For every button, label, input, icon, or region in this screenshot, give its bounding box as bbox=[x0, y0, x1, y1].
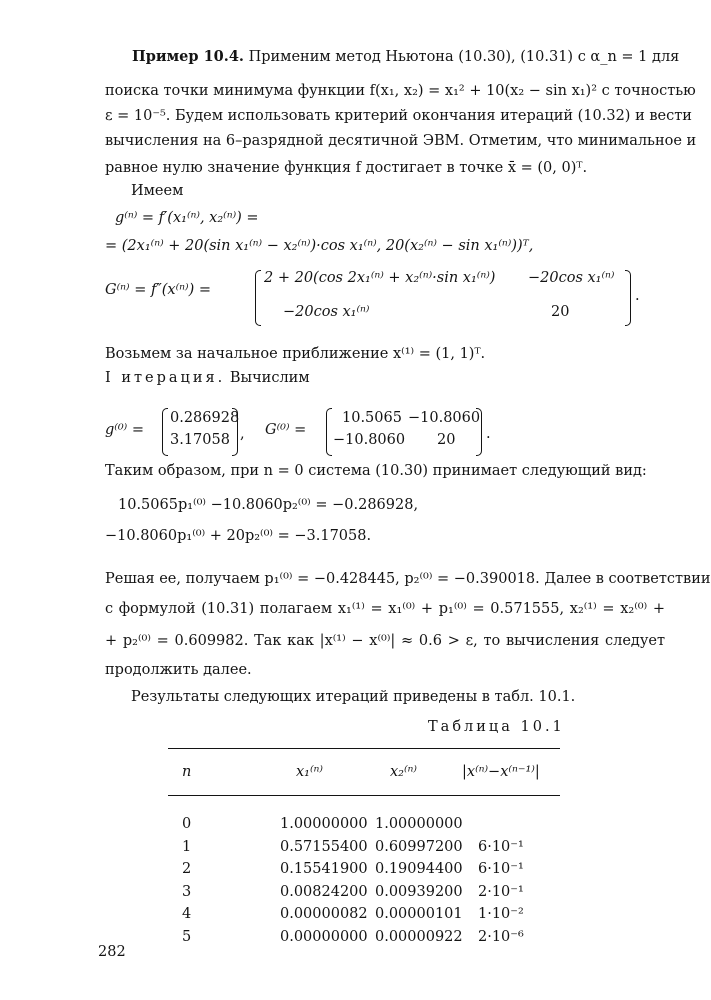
g0-value-1: 0.286928 bbox=[170, 410, 240, 426]
formula-g-def: g⁽ⁿ⁾ = f′(x₁⁽ⁿ⁾, x₂⁽ⁿ⁾) = bbox=[115, 210, 259, 226]
table-cell-n: 5 bbox=[182, 929, 192, 945]
table-top-rule bbox=[168, 748, 560, 749]
table-header-n: n bbox=[182, 764, 192, 780]
table-cell-diff: 6·10⁻¹ bbox=[478, 838, 524, 855]
table-cell-x2: 0.60997200 bbox=[375, 838, 463, 855]
paragraph-line: равное нулю значение функция f достигает в точке x̄ = (0, 0)ᵀ. bbox=[105, 160, 588, 176]
iteration-line bbox=[105, 370, 310, 386]
table-title: Таблица 10.1 bbox=[428, 719, 565, 735]
paragraph-line: с формулой (10.31) полагаем x₁⁽¹⁾ = x₁⁽⁰⁾ + p₁⁽⁰⁾ = 0.571555, x₂⁽¹⁾ = x₂⁽⁰⁾ + bbox=[105, 601, 665, 617]
initial-approx: Возьмем за начальное приближение x⁽¹⁾ = (1, 1)ᵀ. bbox=[105, 346, 486, 362]
paragraph-line: ε = 10⁻⁵. Будем использовать критерий окончания итераций (10.32) и вести bbox=[105, 108, 692, 124]
table-cell-n: 0 bbox=[182, 816, 192, 832]
formula-G-def: G⁽ⁿ⁾ = f″(x⁽ⁿ⁾) = bbox=[105, 282, 211, 298]
system-eq1: 10.5065p₁⁽⁰⁾ −10.8060p₂⁽⁰⁾ = −0.286928, bbox=[118, 497, 419, 513]
table-cell-n: 3 bbox=[182, 883, 192, 900]
table-cell-x2: 0.00000101 bbox=[375, 906, 463, 923]
table-cell-n: 4 bbox=[182, 906, 192, 923]
table-cell-x1: 0.00824200 bbox=[280, 883, 368, 900]
paragraph-line: поиска точки минимума функции f(x₁, x₂) = x₁² + 10(x₂ − sin x₁)² с точностью bbox=[105, 83, 696, 99]
table-cell-n: 2 bbox=[182, 861, 192, 878]
matrix-G-m12: −20cos x₁⁽ⁿ⁾ bbox=[528, 270, 615, 286]
results-text: Результаты следующих итераций приведены в табл. 10.1. bbox=[131, 689, 576, 705]
G0-right-bracket bbox=[476, 408, 482, 456]
table-cell-x2: 0.00000922 bbox=[375, 929, 463, 945]
table-header-x2: x₂⁽ⁿ⁾ bbox=[390, 764, 417, 780]
iteration-text: Вычислим bbox=[229, 370, 310, 386]
G0-a21: −10.8060 bbox=[333, 432, 406, 448]
formula-g-expr: = (2x₁⁽ⁿ⁾ + 20(sin x₁⁽ⁿ⁾ − x₂⁽ⁿ⁾)·cos x₁⁽ⁿ⁾, 20(x₂⁽ⁿ⁾ − sin x₁⁽ⁿ⁾))ᵀ, bbox=[105, 238, 534, 254]
page-number: 282 bbox=[98, 944, 126, 960]
G0-a11: 10.5065 bbox=[342, 410, 402, 426]
g0-comma: , bbox=[240, 426, 245, 442]
table-cell-x1: 0.00000000 bbox=[280, 929, 368, 945]
matrix-G-m11: 2 + 20(cos 2x₁⁽ⁿ⁾ + x₂⁽ⁿ⁾·sin x₁⁽ⁿ⁾) bbox=[264, 270, 496, 286]
table-cell-x1: 0.00000082 bbox=[280, 906, 368, 923]
matrix-left-bracket bbox=[255, 270, 261, 326]
G0-period: . bbox=[486, 426, 491, 442]
table-cell-x1: 1.00000000 bbox=[280, 816, 368, 832]
system-eq2: −10.8060p₁⁽⁰⁾ + 20p₂⁽⁰⁾ = −3.17058. bbox=[105, 528, 372, 544]
table-cell-diff: 2·10⁻⁶ bbox=[478, 929, 524, 945]
g0-left-bracket bbox=[162, 408, 168, 456]
g0-right-bracket bbox=[232, 408, 238, 456]
G0-lhs: G⁽⁰⁾ = bbox=[265, 422, 307, 438]
table-header-rule bbox=[168, 795, 560, 796]
G0-a12: −10.8060 bbox=[408, 410, 481, 426]
table-header-diff: |x⁽ⁿ⁾−x⁽ⁿ⁻¹⁾| bbox=[462, 764, 540, 780]
table-cell-x2: 0.19094400 bbox=[375, 861, 463, 878]
G0-left-bracket bbox=[326, 408, 332, 456]
system-intro: Таким образом, при n = 0 система (10.30) принимает следующий вид: bbox=[105, 463, 647, 479]
table-header-x1: x₁⁽ⁿ⁾ bbox=[296, 764, 323, 780]
matrix-G-m22: 20 bbox=[551, 304, 570, 320]
table-cell-diff: 1·10⁻² bbox=[478, 906, 524, 923]
table-cell-x2: 1.00000000 bbox=[375, 816, 463, 832]
g0-lhs: g⁽⁰⁾ = bbox=[105, 422, 144, 438]
example-heading-line bbox=[132, 48, 680, 65]
example-label: Пример 10.4. bbox=[132, 48, 244, 65]
paragraph-line: вычисления на 6–разрядной десятичной ЭВМ. Отметим, что минимальное и bbox=[105, 133, 697, 149]
table-cell-x1: 0.15541900 bbox=[280, 861, 368, 878]
G0-a22: 20 bbox=[437, 432, 456, 448]
table-cell-diff: 6·10⁻¹ bbox=[478, 861, 524, 878]
table-cell-x1: 0.57155400 bbox=[280, 838, 368, 855]
table-cell-diff: 2·10⁻¹ bbox=[478, 883, 524, 900]
matrix-period: . bbox=[635, 288, 640, 304]
matrix-G-m21: −20cos x₁⁽ⁿ⁾ bbox=[283, 304, 370, 320]
iteration-label: I итерация. bbox=[105, 370, 226, 386]
g0-value-2: 3.17058 bbox=[170, 432, 230, 448]
paragraph-line: Применим метод Ньютона (10.30), (10.31) с α_n = 1 для bbox=[248, 49, 680, 65]
paragraph-line: Решая ее, получаем p₁⁽⁰⁾ = −0.428445, p₂⁽⁰⁾ = −0.390018. Далее в соответствии bbox=[105, 571, 711, 587]
table-cell-n: 1 bbox=[182, 838, 192, 855]
have-label: Имеем bbox=[131, 183, 184, 199]
paragraph-line: + p₂⁽⁰⁾ = 0.609982. Так как |x⁽¹⁾ − x⁽⁰⁾| ≈ 0.6 > ε, то вычисления следует bbox=[105, 633, 665, 649]
paragraph-line: продолжить далее. bbox=[105, 662, 252, 678]
matrix-right-bracket bbox=[625, 270, 631, 326]
table-cell-x2: 0.00939200 bbox=[375, 883, 463, 900]
